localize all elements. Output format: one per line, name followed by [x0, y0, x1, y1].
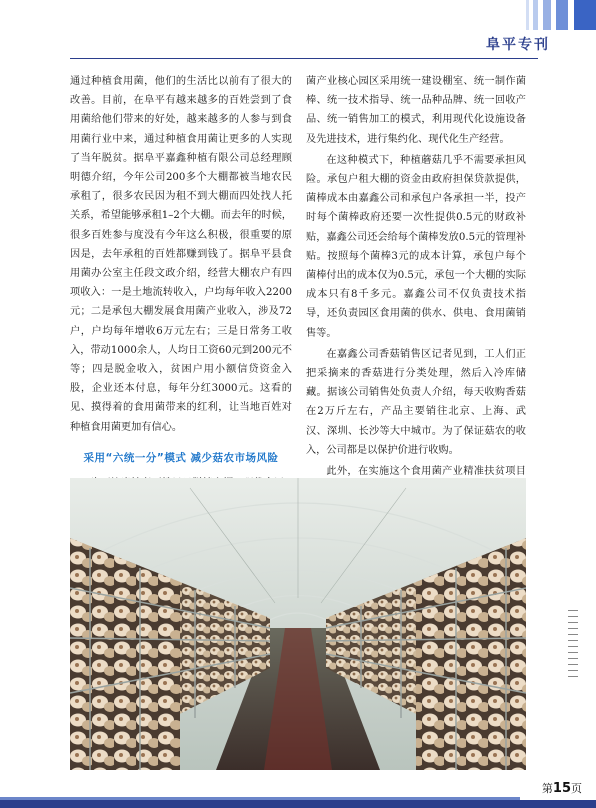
- right-paragraph-1: 菌产业核心园区采用统一建设棚室、统一制作菌棒、统一技术指导、统一品种品牌、统一回收产品、统一销售加工的模式，利用现代化设施设备及先进技术，进行集约化、现代化生产经营。: [306, 76, 526, 145]
- left-paragraph-1: 通过种植食用菌，他们的生活比以前有了很大的改善。目前，在阜平有越来越多的百姓尝到了食用菌给他们带来的好处，越来越多的人参与到食用菌行业中来，通过种植食用菌让更多的人实现了当年脱贫。据阜平嘉鑫种植有限公司总经理顾明德介绍，今年公司200多个大棚都被当地农民承租了，很多农民因为租不到大棚而四处找人托关系，希望能够承租1–2个大棚。而去年的时候，很多百姓参与度没有今年这么积极，很重要的原因是，去年承租的百姓都赚到钱了。据阜平县食用菌办公室主任段文政介绍，经营大棚农户有四项收入：一是土地流转收入，户均每年收入2200元；二是承包大棚发展食用菌产业收入，涉及72户，户均每年增收6万元左右；三是日常务工收入，带动1000余人，人均日工资60元到200元不等；四是脱金收入，贫困户用小额信贷资金入股，企业还本付息，每年分红3000元。这看的见、摸得着的食用菌带来的红利，让当地百姓对种植食用菌更加有信心。: [70, 76, 292, 433]
- left-column: [70, 72, 292, 493]
- section-subheading: 采用“六统一分”模式 减少菇农市场风险: [83, 451, 279, 464]
- page-number: [542, 780, 582, 796]
- right-column: [306, 72, 526, 500]
- right-paragraph-2: 在这种模式下，种植蘑菇几乎不需要承担风险。承包户租大棚的资金由政府担保贷款提供，菌棒成本由嘉鑫公司和承包户各承担一半，投产时每个菌棒政府还要一次性提供0.5元的财政补贴，嘉鑫公司还会给每个菌棒发放0.5元的管理补贴。按照每个菌棒3元的成本计算，承包户每个菌棒付出的成本仅为0.5元，承包一个大棚的实际成本只有8千多元。嘉鑫公司不仅负责技术指导，还负责园区食用菌的供水、供电、食用菌销售等。: [306, 154, 526, 339]
- header-rule: [70, 58, 538, 59]
- right-paragraph-4: 此外，在实施这个食用菌产业精准扶贫项目: [326, 466, 526, 478]
- page-prefix: 第: [541, 782, 553, 795]
- mushroom-greenhouse-photo: [70, 478, 526, 770]
- right-paragraph-3: 在嘉鑫公司香菇销售区记者见到，工人们正把采摘来的香菇进行分类处理，然后入冷库储藏。据该公司销售处负责人介绍，每天收购香菇在2万斤左右，产品主要销往北京、上海、武汉、深圳、长沙等大中城市。为了保证菇农的收入，公司都是以保护价进行收购。: [306, 348, 526, 456]
- header-decoration-bars: [516, 0, 596, 30]
- footer-bar: [0, 800, 596, 808]
- margin-tick-marks: [568, 610, 578, 682]
- page-number-value: 15: [552, 781, 571, 796]
- section-title: 阜平专刊: [486, 37, 550, 53]
- page-suffix: 页: [571, 782, 582, 795]
